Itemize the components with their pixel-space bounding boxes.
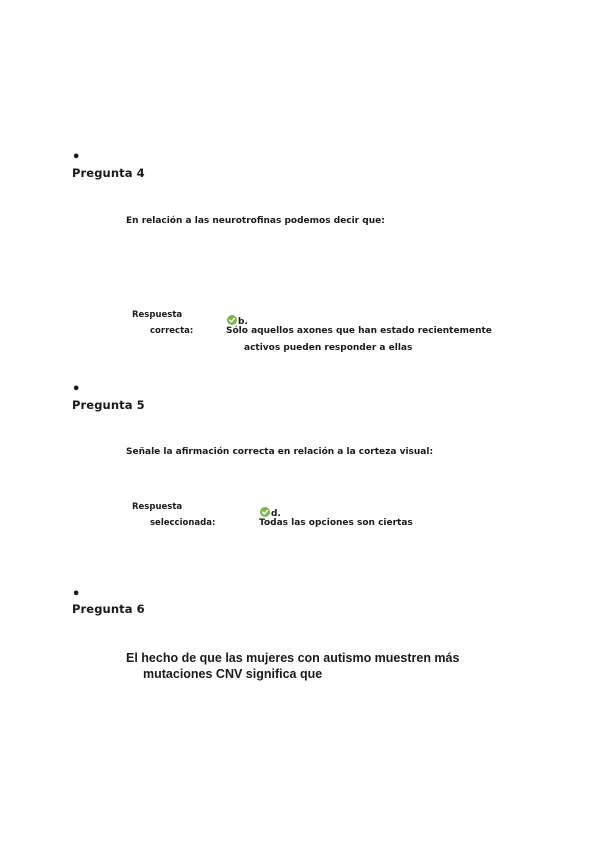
question-4-text: En relación a las neurotrofinas podemos decir que: <box>126 216 385 226</box>
question-6-title: Pregunta 6 <box>72 602 145 616</box>
list-bullet: • <box>72 150 81 165</box>
question-5-text: Señale la afirmación correcta en relación a la corteza visual: <box>126 447 434 457</box>
answer-letter: b. <box>238 317 248 327</box>
response-label: seleccionada: <box>150 518 216 528</box>
response-label: Respuesta <box>132 310 183 320</box>
answer-text: Todas las opciones son ciertas <box>259 518 413 528</box>
response-label: Respuesta <box>132 502 183 512</box>
list-bullet: • <box>72 587 81 602</box>
answer-text: activos pueden responder a ellas <box>244 343 413 353</box>
answer-text: Sólo aquellos axones que han estado recientemente <box>226 326 492 336</box>
question-6-text: El hecho de que las mujeres con autismo muestren más <box>126 651 460 665</box>
response-label: correcta: <box>150 326 194 336</box>
list-bullet: • <box>72 382 81 397</box>
question-4-title: Pregunta 4 <box>72 166 145 180</box>
question-5-title: Pregunta 5 <box>72 398 145 412</box>
question-6-text: mutaciones CNV significa que <box>143 667 323 681</box>
answer-letter: d. <box>271 509 281 519</box>
